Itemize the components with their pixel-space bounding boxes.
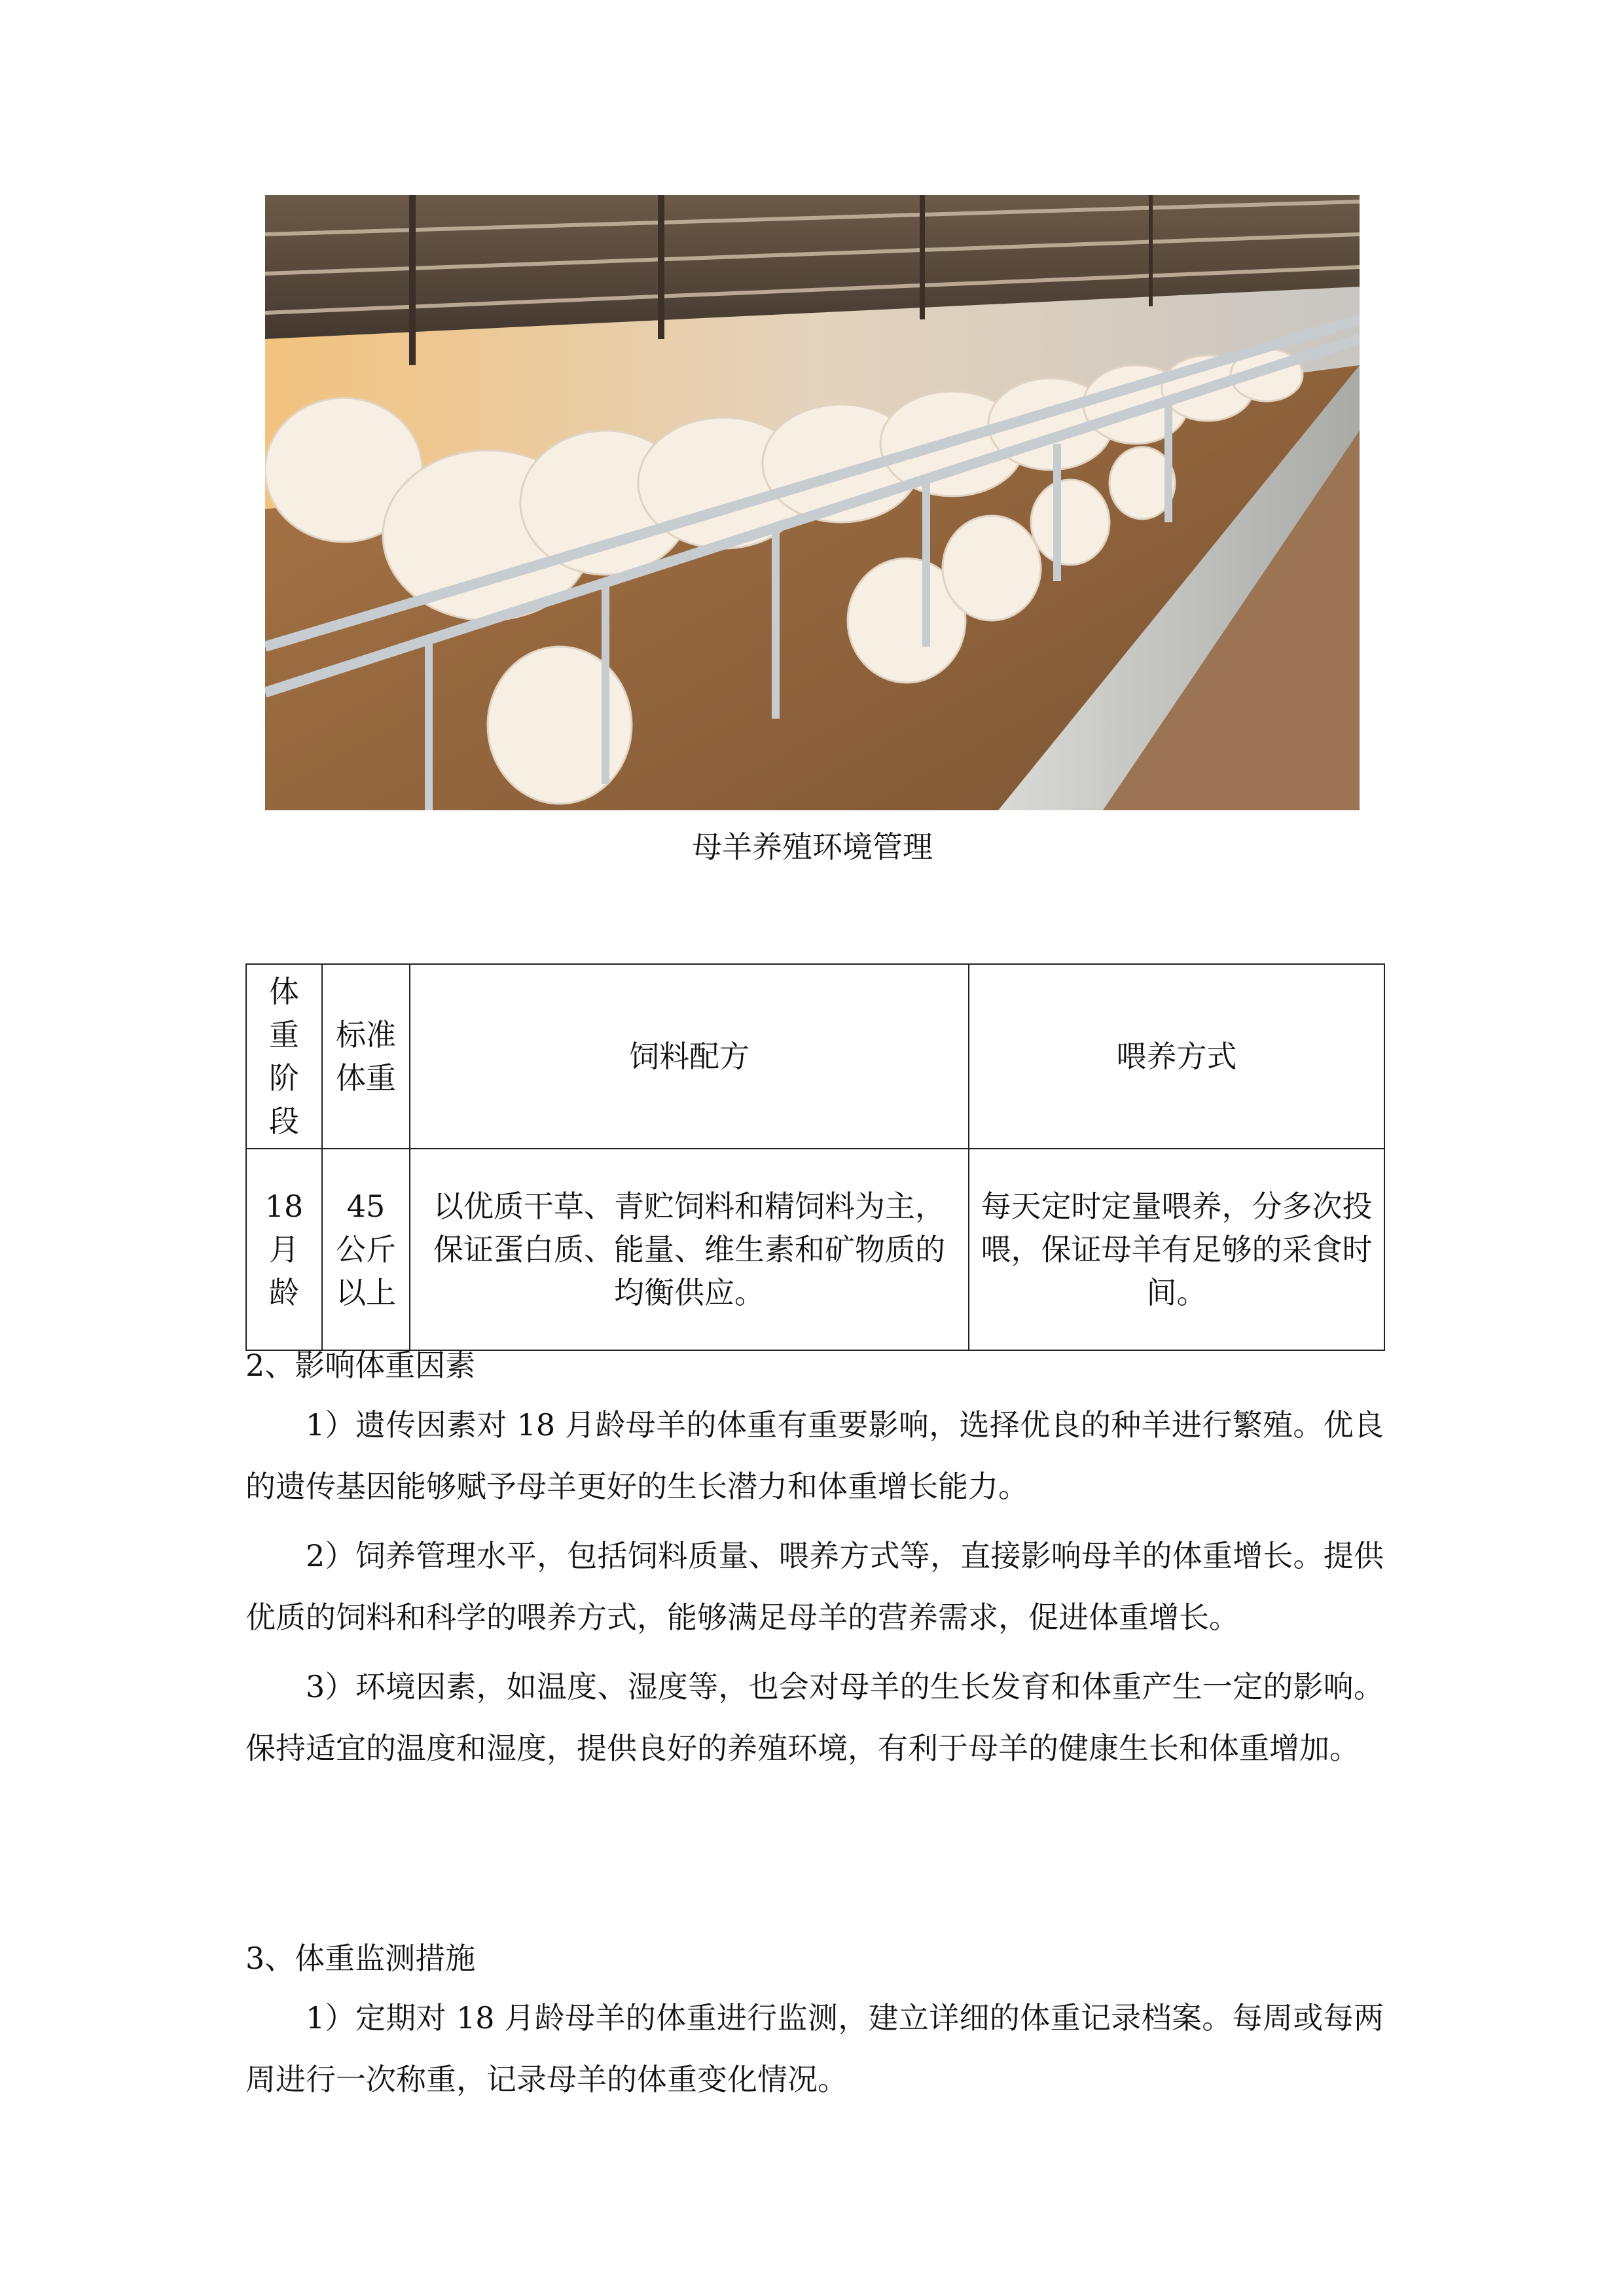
cell-feeding-method: 每天定时定量喂养，分多次投喂，保证母羊有足够的采食时间。 xyxy=(969,1149,1384,1350)
figure-caption: 母羊养殖环境管理 xyxy=(692,829,933,865)
header-feed-formula: 饲料配方 xyxy=(410,964,969,1149)
section-heading-factors: 2、影响体重因素 xyxy=(245,1348,476,1383)
section-heading-monitoring: 3、体重监测措施 xyxy=(245,1941,476,1976)
feeding-table xyxy=(245,963,1385,1351)
cell-weight-stage: 18月龄 xyxy=(246,1149,322,1350)
header-weight-stage: 体重阶段 xyxy=(246,964,322,1149)
paragraph: 3）环境因素，如温度、湿度等，也会对母羊的生长发育和体重产生一定的影响。保持适宜的温度和湿度，提供良好的养殖环境，有利于母羊的健康生长和体重增加。 xyxy=(245,1669,1384,1766)
sheep-barn-photo xyxy=(265,195,1360,810)
cell-standard-weight: 45公斤以上 xyxy=(322,1149,410,1350)
header-feeding-method: 喂养方式 xyxy=(969,964,1384,1149)
header-standard-weight: 标准体重 xyxy=(322,964,410,1149)
cell-feed-formula: 以优质干草、青贮饲料和精饲料为主，保证蛋白质、能量、维生素和矿物质的均衡供应。 xyxy=(410,1149,969,1350)
table-header-row xyxy=(246,964,1384,1149)
sheep-barn-illustration xyxy=(265,195,1360,810)
paragraph: 1）遗传因素对 18 月龄母羊的体重有重要影响，选择优良的种羊进行繁殖。优良的遗传基因能够赋予母羊更好的生长潜力和体重增长能力。 xyxy=(245,1407,1384,1504)
section-monitoring-body xyxy=(245,1987,1384,2110)
paragraph: 1）定期对 18 月龄母羊的体重进行监测，建立详细的体重记录档案。每周或每两周进行一次称重，记录母羊的体重变化情况。 xyxy=(245,2000,1384,2097)
section-factors-body xyxy=(245,1394,1384,1779)
paragraph: 2）饲养管理水平，包括饲料质量、喂养方式等，直接影响母羊的体重增长。提供优质的饲料和科学的喂养方式，能够满足母羊的营养需求，促进体重增长。 xyxy=(245,1538,1384,1635)
table-row xyxy=(246,1149,1384,1350)
